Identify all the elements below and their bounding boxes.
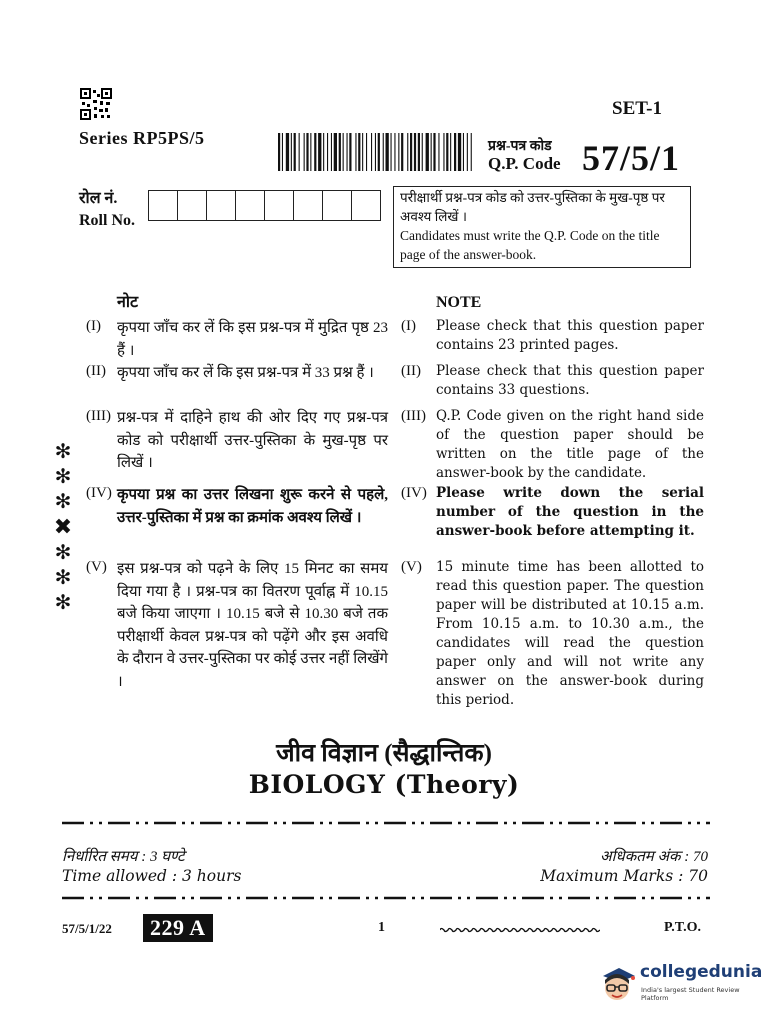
candidate-notice-box	[393, 186, 691, 268]
barcode-icon	[278, 133, 472, 171]
qp-code-label-hi: प्रश्न-पत्र कोड	[488, 139, 552, 154]
note-heading-hi: नोट	[117, 294, 139, 311]
paper-code-footer: 57/5/1/22	[62, 921, 112, 936]
note-number: (V)	[401, 559, 422, 575]
collegedunia-tagline: India's largest Student Review Platform	[641, 986, 740, 1002]
roll-number-box[interactable]	[323, 191, 352, 220]
subject-title-en: BIOLOGY (Theory)	[248, 770, 520, 799]
note-number: (III)	[401, 408, 426, 424]
note-number: (II)	[86, 363, 106, 379]
roll-label-en: Roll No.	[79, 212, 135, 229]
series-label: Series RP5PS/5	[79, 128, 205, 148]
roll-number-box[interactable]	[236, 191, 265, 220]
page-number: 1	[378, 920, 385, 935]
roll-number-box[interactable]	[178, 191, 207, 220]
notice-text-en: Candidates must write the Q.P. Code on the title page of the answer-book.	[400, 228, 660, 262]
svg-text:✻: ✻	[54, 440, 72, 463]
note-text: कृपया जाँच कर लें कि इस प्रश्न-पत्र में 33 प्रश्न हैं ।	[117, 365, 374, 381]
separator-line	[62, 895, 710, 901]
note-number: (IV)	[86, 485, 112, 501]
decorative-stars-icon	[53, 440, 73, 615]
roll-number-box[interactable]	[149, 191, 178, 220]
svg-text:✖: ✖	[53, 515, 73, 540]
subject-title-hi: जीव विज्ञान (सैद्धान्तिक)	[276, 740, 492, 767]
paper-badge: 229 A	[143, 914, 213, 942]
note-number: (V)	[86, 559, 107, 575]
note-number: (II)	[401, 363, 421, 379]
note-text: प्रश्न-पत्र में दाहिने हाथ की ओर दिए गए प्रश्न-पत्र कोड को परीक्षार्थी उत्तर-पुस्तिका के मुख-पृष्ठ पर लिखें ।	[117, 410, 388, 471]
svg-text:✻: ✻	[54, 565, 72, 589]
max-marks-en: Maximum Marks : 70	[540, 867, 708, 885]
qp-code-label-en: Q.P. Code	[488, 154, 561, 173]
roll-number-box[interactable]	[352, 191, 380, 220]
roll-number-boxes[interactable]	[148, 190, 381, 221]
pto-label: P.T.O.	[664, 920, 701, 935]
set-label: SET-1	[612, 98, 662, 119]
svg-text:✻: ✻	[54, 590, 72, 614]
note-text: Please write down the serial number of the question in the answer-book before attempting it.	[436, 485, 704, 539]
time-allowed-hi: निर्धारित समय : 3 घण्टे	[62, 849, 185, 865]
time-allowed-en: Time allowed : 3 hours	[62, 867, 242, 885]
svg-text:✻: ✻	[54, 489, 72, 513]
roll-number-box[interactable]	[294, 191, 323, 220]
roll-label-hi: रोल नं.	[79, 190, 118, 207]
note-text: Please check that this question paper contains 23 printed pages.	[436, 318, 704, 353]
roll-number-box[interactable]	[207, 191, 236, 220]
roll-number-label	[79, 188, 135, 232]
note-text: इस प्रश्न-पत्र को पढ़ने के लिए 15 मिनट का समय दिया गया है । प्रश्न-पत्र का वितरण पूर्वाह्न में 10.15 बजे किया जाएगा । 10.15 बजे से 10.30 बजे तक परीक्षार्थी केवल प्रश्न-पत्र को पढ़ेंगे और इस अवधि के दौरान वे उत्तर-पुस्तिका पर कोई उत्तर नहीं लिखेंगे ।	[117, 561, 388, 690]
collegedunia-logo-icon	[597, 962, 637, 1002]
qp-code-label	[488, 138, 561, 172]
qr-code-icon	[80, 88, 112, 120]
max-marks-hi: अधिकतम अंक : 70	[600, 849, 708, 865]
notice-text-hi: परीक्षार्थी प्रश्न-पत्र कोड को उत्तर-पुस्तिका के मुख-पृष्ठ पर अवश्य लिखें ।	[400, 190, 665, 224]
note-text: कृपया जाँच कर लें कि इस प्रश्न-पत्र में मुद्रित पृष्ठ 23 हैं ।	[117, 320, 388, 359]
note-number: (IV)	[401, 485, 427, 501]
note-number: (I)	[86, 318, 101, 334]
note-number: (III)	[86, 408, 111, 424]
note-heading-en: NOTE	[436, 294, 482, 311]
roll-number-box[interactable]	[265, 191, 294, 220]
separator-line	[62, 820, 710, 826]
note-number: (I)	[401, 318, 416, 334]
note-text: Q.P. Code given on the right hand side of the question paper should be written on the title page of the answer-book by the candidate.	[436, 408, 704, 481]
qp-code: 57/5/1	[582, 138, 681, 178]
svg-text:✻: ✻	[54, 464, 72, 488]
svg-text:✻: ✻	[54, 540, 72, 564]
note-text: Please check that this question paper contains 33 questions.	[436, 363, 704, 398]
note-text: कृपया प्रश्न का उत्तर लिखना शुरू करने से पहले, उत्तर-पुस्तिका में प्रश्न का क्रमांक अवश्य लिखें ।	[117, 487, 388, 526]
collegedunia-logo-text: collegedunia	[640, 962, 763, 982]
note-text: 15 minute time has been allotted to read this question paper. The question paper will be distributed at 10.15 a.m. From 10.15 a.m. to 10.30 a.m., the candidates will read the question paper only and will not write any answer on the answer-book during this period.	[436, 559, 704, 708]
squiggle-line	[440, 924, 600, 936]
